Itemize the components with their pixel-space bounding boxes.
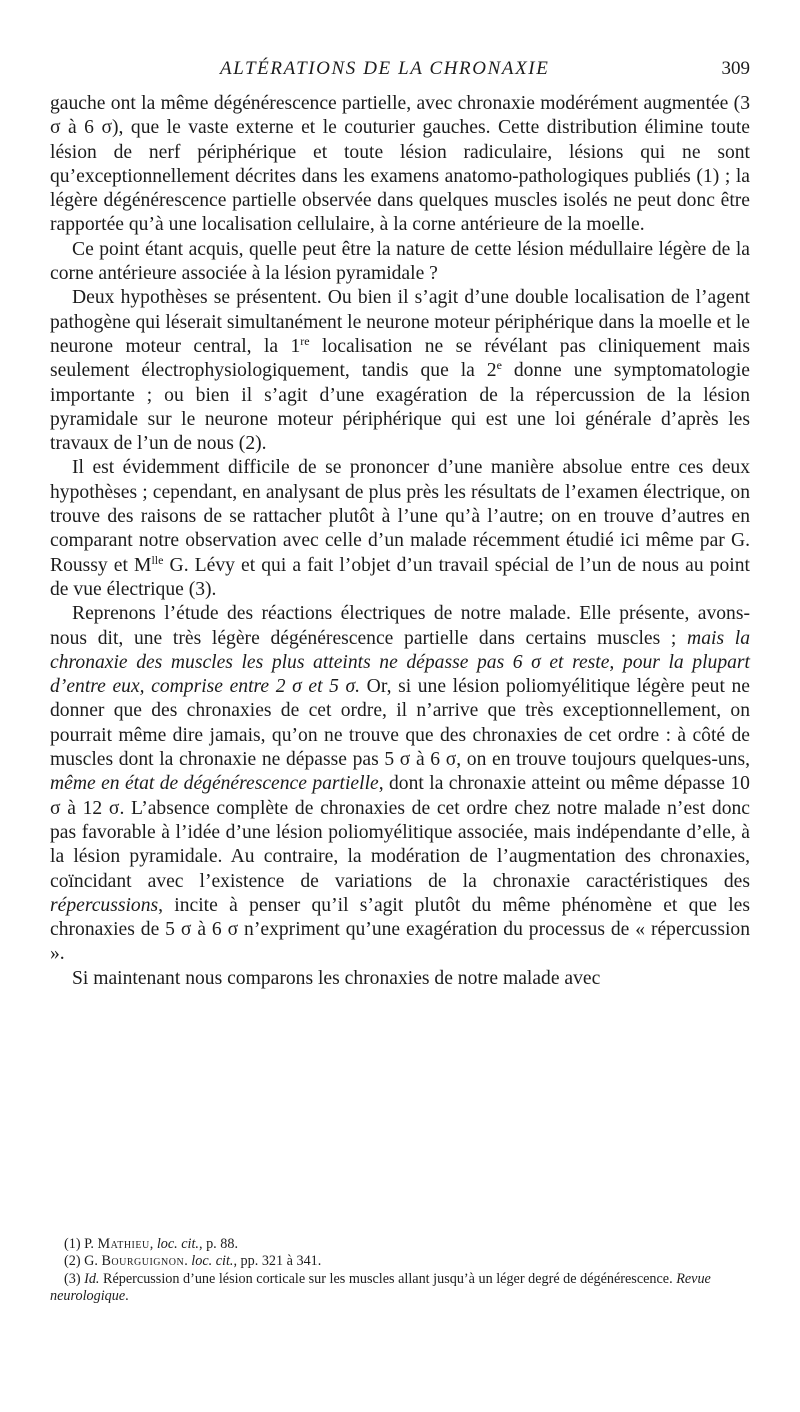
text-run: Si maintenant nous comparons les chronaxies de notre malade avec	[72, 967, 601, 989]
author-name: Mathieu	[97, 1236, 150, 1252]
footnotes	[50, 1236, 750, 1306]
text-run: , incite à penser qu’il s’agit plutôt du même phénomène et que les chronaxies de 5 σ à 6 σ n’expriment qu’une exagération du processus de « répercussion ».	[50, 894, 750, 965]
footnote	[50, 1271, 750, 1306]
italic-text: même en état de dégénérescence partielle	[50, 773, 379, 795]
italic-text: loc. cit.	[191, 1253, 234, 1270]
text-run: Ce point étant acquis, quelle peut être la nature de cette lésion médullaire légère de la corne antérieure associée à la lésion pyramidale ?	[50, 238, 750, 285]
text-run: gauche ont la même dégénérescence partielle, avec chronaxie modérément augmentée (3 σ à 6 σ), que le vaste externe et le couturier gauches. Cette distribution élimine toute lésion de nerf périphérique et toute lésion radiculaire, lésions qui ne sont qu’exceptionnellement décrites dans les examens anatomo-pathologiques publiés (1) ; la légère dégénérescence partielle observée dans quelques muscles isolés ne peut donc être rapportée qu’à une localisation cellulaire, à la corne antérieure de la moelle.	[50, 93, 750, 236]
text-run: .	[184, 1253, 192, 1270]
text-run: G. Lévy et qui a fait l’objet d’un travail spécial de l’un de nous au point de vue électrique (3).	[50, 554, 750, 600]
paragraph	[50, 967, 750, 991]
text-run: Deux hypothèses se présentent. Ou bien il s’agit d’une double localisation de l’agent pathogène qui léserait simultanément le neurone moteur périphérique dans la moelle et le neurone moteur central, la 1	[50, 287, 750, 357]
text-run: Reprenons l’étude des réactions électriques de notre malade. Elle présente, avons-nous dit, une très légère dégénérescence partielle dans certains muscles ;	[50, 603, 750, 649]
footnote	[50, 1236, 750, 1253]
text-run: , pp. 321 à 341.	[233, 1253, 322, 1270]
text-run: , p. 88.	[198, 1236, 238, 1252]
paragraph	[50, 92, 750, 238]
text-run: , dont la chronaxie atteint ou même dépasse 10 σ à 12 σ. L’absence complète de chronaxies de cet ordre chez notre malade n’est donc pas favorable à l’idée d’une lésion poliomyélitique associée, mais indépendante d’elle, à la lésion pyramidale. Au contraire, la modération de l’augmentation des chronaxies, coïncidant avec l’existence de variations de la chronaxie caractéristiques des	[50, 773, 750, 892]
text-run: .	[125, 1288, 129, 1305]
text-run: (1) P.	[64, 1236, 98, 1252]
body-text	[50, 92, 750, 991]
superscript: re	[300, 333, 310, 348]
author-name: Bourguignon	[101, 1253, 185, 1270]
running-title: ALTÉRATIONS DE LA CHRONAXIE	[220, 58, 550, 79]
paragraph	[50, 602, 750, 966]
text-run: localisation ne se révélant pas cliniquement mais seulement électrophysiologiquement, tandis que la 2	[50, 335, 750, 382]
italic-text: Revue neurologique	[50, 1270, 711, 1305]
italic-text: loc. cit.	[156, 1236, 199, 1252]
paragraph	[50, 286, 750, 456]
page-header	[0, 58, 800, 88]
page-number: 309	[721, 58, 750, 79]
paragraph	[50, 238, 750, 287]
text-run: (3)	[64, 1270, 85, 1287]
text-run: donne une symptomatologie importante ; ou bien il s’agit d’une exagération de la répercussion de la lésion pyramidale sur le neurone moteur périphérique qui est une loi générale d’après les travaux de l’un de nous (2).	[50, 360, 750, 455]
text-run: Il est évidemment difficile de se prononcer d’une manière absolue entre ces deux hypothèses ; cependant, en analysant de plus près les résultats de l’examen électrique, on trouve des raisons de se rattacher plutôt à l’une qu’à l’autre; on en trouve d’autres en comparant notre observation avec celle d’un malade récemment étudié ici même par G. Roussy et M	[50, 457, 750, 576]
text-run: Répercussion d’une lésion corticale sur les muscles allant jusqu’à un léger degré de dégénérescence.	[99, 1270, 677, 1287]
text-run: ,	[149, 1236, 157, 1252]
italic-text: répercussions	[50, 894, 159, 916]
italic-text: mais la chronaxie des muscles les plus atteints ne dépasse pas 6 σ et reste, pour la plupart d’entre eux, comprise entre 2 σ et 5 σ.	[50, 627, 750, 698]
superscript: lle	[151, 552, 164, 567]
superscript: e	[496, 358, 502, 373]
paragraph	[50, 456, 750, 602]
text-run: Or, si une lésion poliomyélitique légère peut ne donner que des chronaxies de cet ordre, il n’arrive que très exceptionnellement, on pourrait même dire jamais, qu’on ne trouve que des chronaxies de cet ordre : à côté de muscles dont la chronaxie ne dépasse pas 5 σ à 6 σ, on en trouve toujours quelques-uns,	[50, 676, 750, 771]
text-run: (2) G.	[64, 1253, 102, 1270]
footnote	[50, 1253, 750, 1270]
italic-text: Id.	[84, 1270, 100, 1287]
